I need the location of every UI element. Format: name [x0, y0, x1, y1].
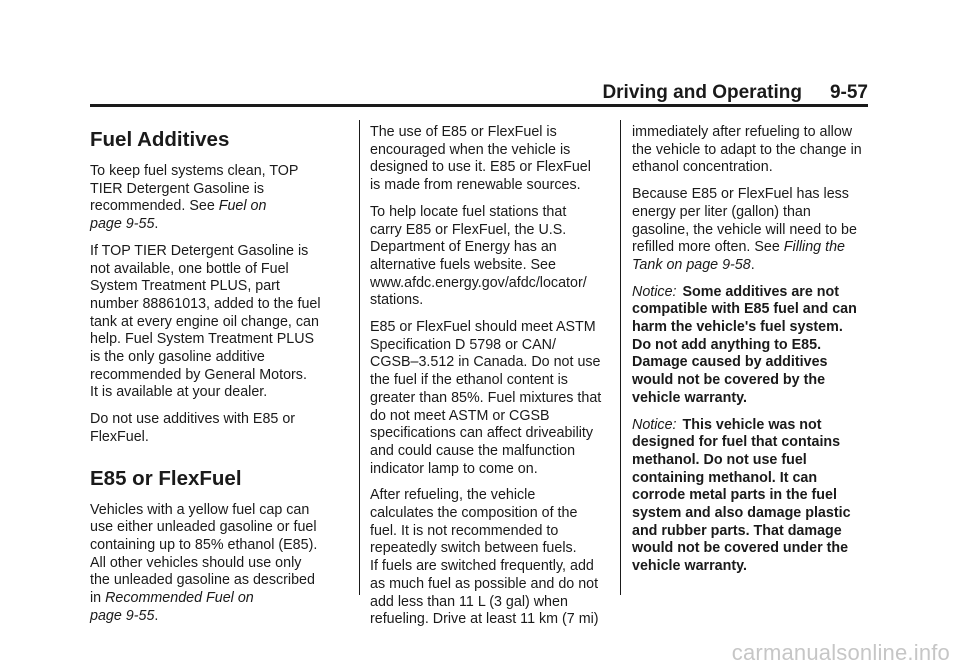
paragraph: E85 or FlexFuel should meet ASTM Specification D 5798 or CAN/ CGSB–3.512 in Canada. Do not use the fuel if the ethanol content is greater than 85%. Fuel mixtures that do not meet ASTM or CGSB specifications can affect driveability and could cause the malfunction indicator lamp to come on.: [370, 319, 602, 477]
column-2: [370, 124, 612, 638]
paragraph-end: .: [154, 607, 159, 624]
paragraph-text: To keep fuel systems clean, TOP TIER Detergent Gasoline is recommended. See: [90, 163, 299, 215]
cross-reference-link[interactable]: Fuel on page 9-55: [90, 198, 267, 233]
paragraph-text: Vehicles with a yellow fuel cap can use either unleaded gasoline or fuel containing up to 85% ethanol (E85). All other vehicles should use only the unleaded gasoline as described in: [90, 501, 318, 607]
notice-body: This vehicle was not designed for fuel that contains methanol. Do not use fuel containing methanol. It can corrode metal parts in the fuel system and also damage plastic and rubber parts. That damage would not be covered under the vehicle warranty.: [632, 416, 851, 575]
notice-label: Notice:: [632, 283, 677, 300]
paragraph: [90, 163, 348, 234]
section-title: Driving and Operating: [602, 82, 802, 103]
running-header: [602, 82, 868, 104]
notice: [632, 417, 876, 576]
column-1: [90, 124, 348, 634]
column-divider: [359, 120, 360, 595]
column-divider: [620, 120, 621, 595]
cross-reference-link[interactable]: Filling the Tank on page 9-58: [632, 239, 845, 273]
heading-fuel-additives: Fuel Additives: [90, 128, 230, 151]
page-header: [0, 0, 960, 108]
notice-label: Notice:: [632, 416, 677, 433]
paragraph: Do not use additives with E85 or FlexFuel.: [90, 411, 296, 445]
paragraph: [90, 502, 348, 626]
paragraph-end: .: [154, 216, 159, 233]
page-number: 9-57: [829, 82, 868, 103]
cross-reference-link[interactable]: Recommended Fuel on page 9-55: [90, 590, 254, 624]
watermark-text: carmanualsonline.info: [731, 640, 950, 665]
paragraph: To help locate fuel stations that carry E85 or FlexFuel, the U.S. Department of Energy has an alternative fuels website. See www.afdc.energy.gov/afdc/locator/ stations.: [370, 203, 587, 309]
paragraph: The use of E85 or FlexFuel is encouraged when the vehicle is designed to use it. E85 or FlexFuel is made from renewable sources.: [370, 124, 591, 194]
notice-body: Some additives are not compatible with E85 fuel and can harm the vehicle's fuel system. Do not add anything to E85. Damage caused by additives would not be covered by the vehicle warranty.: [632, 283, 857, 406]
column-3: [632, 124, 876, 585]
paragraph: [632, 186, 876, 275]
header-rule: [90, 104, 868, 107]
paragraph-text: Because E85 or FlexFuel has less energy per liter (gallon) than gasoline, the vehicle will need to be refilled more often. See: [632, 186, 857, 256]
paragraph: After refueling, the vehicle calculates the composition of the fuel. It is not recommended to repeatedly switch between fuels. If fuels are switched frequently, add as much fuel as possible and do not add less than 11 L (3 gal) when refueling. Drive at least 11 km (7 mi): [370, 487, 599, 628]
paragraph-end: .: [750, 256, 755, 273]
notice: [632, 284, 876, 408]
paragraph: If TOP TIER Detergent Gasoline is not available, one bottle of Fuel System Treatment PLUS, part number 88861013, added to the fuel tank at every engine oil change, can help. Fuel System Treatment PLUS is the only gasoline additive recommended by General Motors. It is available at your dealer.: [90, 242, 321, 401]
heading-e85-flexfuel: E85 or FlexFuel: [90, 466, 242, 490]
paragraph: immediately after refueling to allow the vehicle to adapt to the change in ethanol concentration.: [632, 124, 862, 176]
